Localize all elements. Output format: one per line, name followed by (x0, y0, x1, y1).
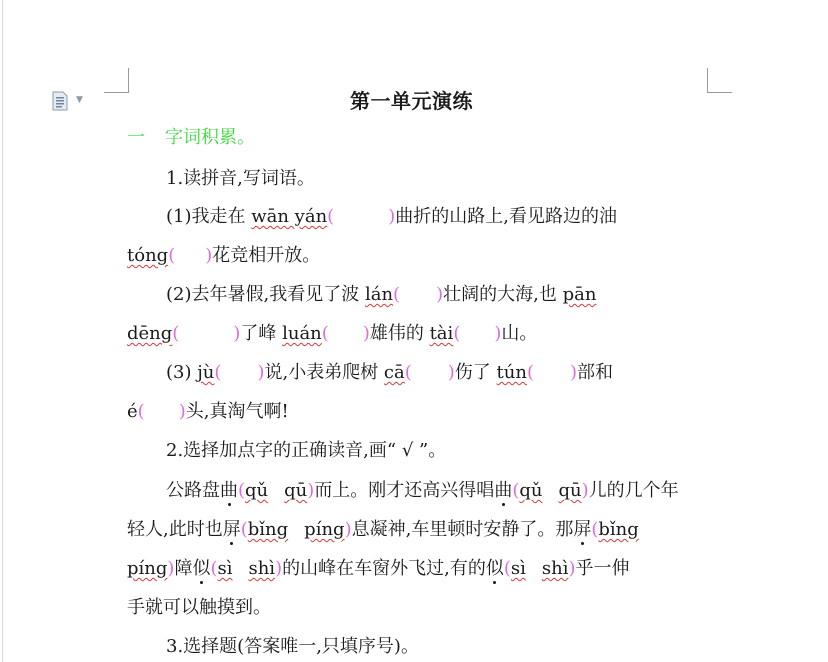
close-paren: ) (447, 362, 455, 383)
close-paren: ) (569, 362, 578, 383)
page-left-border (2, 0, 3, 662)
page-title: 第一单元演练 (350, 89, 473, 113)
text-run: 了峰 (240, 323, 283, 344)
open-paren: ( (526, 362, 534, 383)
pinyin-option[interactable]: qū (558, 480, 582, 501)
close-paren: ) (205, 245, 213, 266)
open-paren: ( (591, 519, 599, 540)
pinyin-option[interactable]: qū (284, 480, 308, 501)
text-run: 公路盘 (166, 480, 220, 501)
pinyin-option[interactable]: bǐng (247, 519, 289, 540)
margin-corner-top-right (707, 68, 732, 93)
text-run: 部和 (577, 362, 614, 383)
close-paren: ) (388, 206, 396, 227)
pinyin: cā (383, 362, 405, 383)
q2-line-3 (127, 558, 629, 580)
close-paren: ) (494, 323, 502, 344)
text-run: 儿的几个年 (588, 480, 679, 501)
dotted-character: 曲 (220, 480, 238, 501)
text-run: 而上。刚才还高兴得唱 (314, 480, 495, 501)
text-run: 说,小表弟爬树 (264, 362, 384, 383)
pinyin-option[interactable]: qǔ (245, 480, 269, 501)
section-heading (127, 127, 255, 149)
q1-line-6 (127, 401, 289, 423)
text-run: 曲折的山路上,看见路边的油 (395, 206, 617, 227)
pinyin: tóng (127, 245, 169, 266)
text-run: 乎一伸 (575, 558, 630, 579)
close-paren: ) (344, 519, 352, 540)
open-paren: ( (327, 206, 335, 227)
close-paren: ) (178, 401, 186, 422)
q1-line-5 (166, 362, 613, 384)
open-paren: ( (214, 362, 222, 383)
caret-down-icon: ▼ (76, 95, 83, 105)
text-run: 的山峰在车窗外飞过,有的 (282, 558, 486, 579)
open-paren: ( (321, 323, 329, 344)
close-paren: ) (436, 284, 444, 305)
close-paren: ) (307, 480, 315, 501)
open-paren: ( (512, 480, 520, 501)
q1-line-3 (166, 284, 596, 306)
text-run: 头,真淘气啊! (185, 401, 289, 422)
pinyin: pān (562, 284, 597, 305)
open-paren: ( (168, 245, 176, 266)
open-paren: ( (503, 558, 511, 579)
open-paren: ( (210, 558, 218, 579)
q1-line-4 (127, 323, 537, 345)
q2-heading: 2.选择加点字的正确读音,画“ √ ”。 (166, 440, 447, 461)
close-paren: ) (275, 558, 283, 579)
q1-line-1 (166, 206, 617, 228)
dotted-character: 屏 (573, 519, 592, 540)
close-paren: ) (568, 558, 576, 579)
text-run: 山。 (501, 323, 538, 344)
dotted-character: 屏 (222, 519, 241, 540)
open-paren: ( (453, 323, 461, 344)
pinyin: tún (496, 362, 527, 383)
pinyin-option[interactable]: píng (304, 519, 345, 540)
section-title: 字词积累。 (165, 127, 255, 148)
q2-line-1 (166, 480, 679, 502)
pinyin: lán (364, 284, 394, 305)
pinyin-option[interactable]: sì (217, 558, 233, 579)
dotted-character: 似 (192, 558, 211, 579)
document-outline-button[interactable] (52, 91, 92, 113)
q1-heading: 1.读拼音,写词语。 (166, 168, 315, 189)
text-run: 花竞相开放。 (212, 245, 321, 266)
pinyin-option[interactable]: sì (510, 558, 526, 579)
open-paren: ( (404, 362, 412, 383)
text-run: 障 (174, 558, 193, 579)
text-run: 息凝神,车里顿时安静了。那 (351, 519, 574, 540)
text-run: (3) (166, 362, 198, 383)
close-paren: ) (581, 480, 589, 501)
q3-heading: 3.选择题(答案唯一,只填序号)。 (166, 636, 419, 657)
close-paren: ) (167, 558, 175, 579)
pinyin: jù (197, 362, 215, 383)
text-run: (2)去年暑假,我看见了波 (166, 284, 365, 305)
pinyin-option[interactable]: bǐng (598, 519, 639, 540)
dotted-character: 似 (485, 558, 504, 579)
q2-line-2 (127, 519, 639, 541)
open-paren: ( (172, 323, 180, 344)
pinyin: dēng (127, 323, 173, 344)
text-run: (1)我走在 (166, 206, 252, 227)
text-run: é (127, 401, 138, 422)
dotted-character: 曲 (494, 480, 513, 501)
pinyin: luán (282, 323, 322, 344)
q1-line-2 (127, 245, 320, 267)
section-number: 一 (127, 127, 145, 148)
open-paren: ( (137, 401, 145, 422)
close-paren: ) (362, 323, 370, 344)
pinyin: wān yán (251, 206, 328, 227)
text-run: 雄伟的 (369, 323, 430, 344)
pinyin-option[interactable]: shì (541, 558, 569, 579)
text-run: 壮阔的大海,也 (443, 284, 563, 305)
open-paren: ( (240, 519, 248, 540)
text-run: 伤了 (454, 362, 497, 383)
close-paren: ) (233, 323, 241, 344)
margin-corner-top-left (104, 68, 129, 93)
text-run: 轻人,此时也 (127, 519, 223, 540)
document-outline-icon (52, 91, 68, 111)
q2-line-4: 手就可以触摸到。 (127, 597, 271, 618)
pinyin-option[interactable]: shì (248, 558, 276, 579)
pinyin-option[interactable]: qǔ (519, 480, 543, 501)
open-paren: ( (238, 480, 246, 501)
close-paren: ) (257, 362, 265, 383)
pinyin: tài (429, 323, 454, 344)
pinyin-option[interactable]: píng (127, 558, 168, 579)
open-paren: ( (393, 284, 401, 305)
